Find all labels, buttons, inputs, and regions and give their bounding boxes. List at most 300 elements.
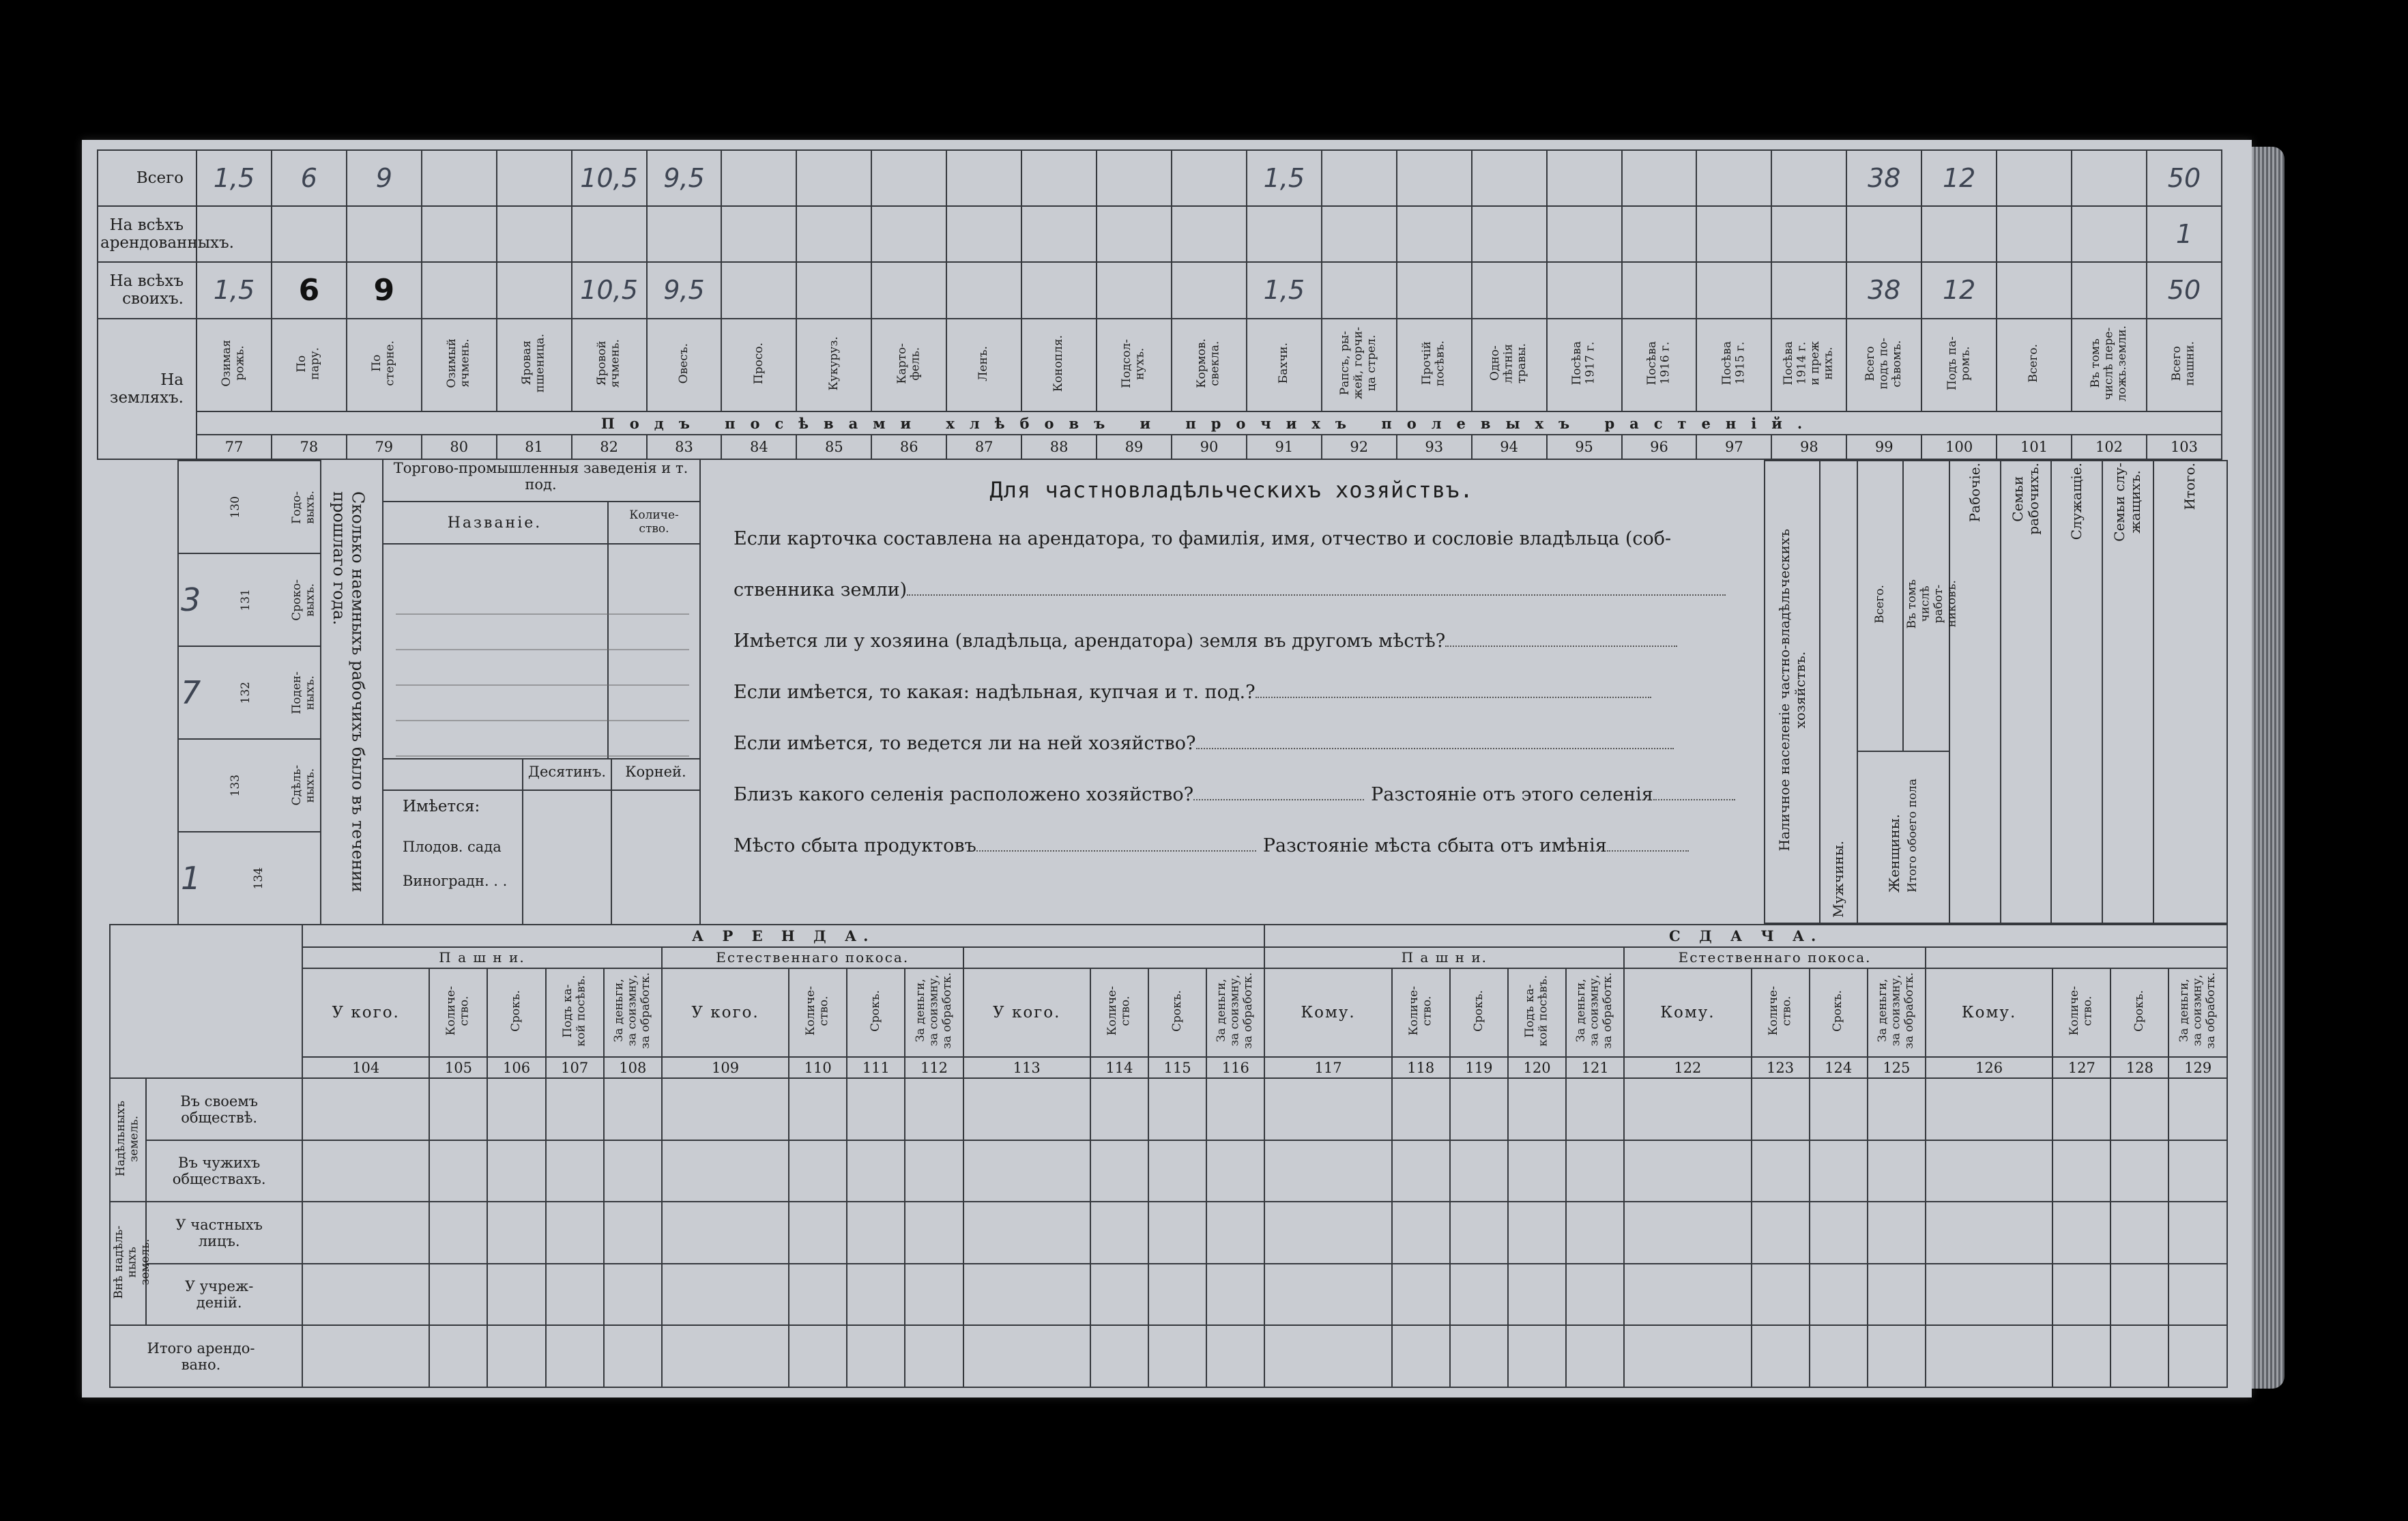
rab-col-1[interactable]: Рабочiе. [1949,461,2001,923]
lease-cell[interactable] [604,1078,662,1140]
lease-cell[interactable] [963,1078,1090,1140]
workers-title-column [314,460,383,924]
lease-cell[interactable] [1264,1202,1391,1264]
col-header-98: Посѣва 1914 г. и преж нихъ. [1771,319,1846,412]
lease-col-komu: Кому. [1624,968,1751,1057]
top-cell-88[interactable] [1021,206,1097,262]
lease-cell[interactable] [789,1325,847,1387]
lease-cell[interactable] [847,1140,905,1202]
lease-cell[interactable] [429,1264,487,1326]
top-cell-78[interactable] [272,150,347,206]
col-number: 81 [497,435,572,459]
lease-cell[interactable] [1206,1325,1264,1387]
top-cell-91[interactable] [1247,150,1322,206]
lease-col-za_den: За деньги, за соизмну, за обработк. [2168,968,2227,1057]
lease-cell[interactable] [2052,1140,2110,1202]
col-number: 99 [1846,435,1921,459]
lease-cell[interactable] [1508,1325,1566,1387]
lease-cell[interactable] [1810,1078,1868,1140]
lease-cell[interactable] [2052,1078,2110,1140]
lease-cell[interactable] [1090,1264,1148,1326]
lease-cell[interactable] [1868,1140,1926,1202]
top-cell-95[interactable] [1547,262,1622,318]
top-cell-87[interactable] [946,150,1021,206]
top-cell-87[interactable] [946,206,1021,262]
lease-cell[interactable] [1392,1078,1450,1140]
lease-cell[interactable] [604,1325,662,1387]
col-number: 80 [422,435,497,459]
top-cell-78[interactable] [272,206,347,262]
lease-cell[interactable] [2052,1264,2110,1326]
crops-table [97,149,2222,460]
lease-row-label: Въ чужихъ обществахъ. [146,1140,302,1202]
top-cell-84[interactable] [721,206,796,262]
top-cell-88[interactable] [1021,150,1097,206]
col-number: 89 [1097,435,1172,459]
lease-group-title: П а ш н и. [302,947,662,969]
lease-cell[interactable] [1926,1264,2052,1326]
top-cell-82[interactable] [572,206,647,262]
handwritten-value: 6 [300,163,317,194]
top-cell-78[interactable] [272,262,347,318]
top-cell-86[interactable] [871,206,946,262]
top-cell-94[interactable] [1472,150,1547,206]
lease-cell[interactable] [1624,1140,1751,1202]
col-number: 82 [572,435,647,459]
top-cell-101[interactable] [1997,150,2072,206]
top-cell-98[interactable] [1771,150,1846,206]
lease-cell[interactable] [1624,1264,1751,1326]
lease-cell[interactable] [2110,1325,2168,1387]
lease-cell[interactable] [2110,1078,2168,1140]
lease-cell[interactable] [302,1325,429,1387]
col-header-80: Озимый ячмень. [422,319,497,412]
lease-cell[interactable] [1752,1264,1810,1326]
col-header-88: Конопля. [1021,319,1097,412]
worker-count: 3 [181,581,201,618]
col-number: 84 [721,435,796,459]
top-cell-77[interactable] [197,150,272,206]
top-cell-103[interactable] [2147,150,2222,206]
lease-group-title: Естественнаго покоса. [1624,947,1926,969]
lease-col-number: 105 [429,1057,487,1079]
lease-cell[interactable] [1868,1078,1926,1140]
top-cell-99[interactable] [1846,262,1921,318]
lease-cell[interactable] [1868,1325,1926,1387]
lease-cell[interactable] [1752,1078,1810,1140]
lease-cell[interactable] [546,1140,604,1202]
rab-col-2[interactable]: Семьи рабочихъ. [2001,461,2052,923]
top-cell-82[interactable] [572,150,647,206]
col-header-94: Одно- лѣтнiя травы. [1472,319,1547,412]
col-header-78: По пару. [272,319,347,412]
top-cell-103[interactable] [2147,206,2222,262]
lease-cell[interactable] [1868,1264,1926,1326]
lease-cell[interactable] [1624,1078,1751,1140]
private-questions [699,460,1765,924]
top-cell-91[interactable] [1247,206,1322,262]
lease-cell[interactable] [1206,1264,1264,1326]
lease-col-komu: Кому. [1926,968,2052,1057]
lease-cell[interactable] [905,1325,963,1387]
lease-col-number: 128 [2110,1057,2168,1079]
census-card [82,140,2252,1397]
top-cell-86[interactable] [871,262,946,318]
top-cell-101[interactable] [1997,262,2072,318]
lease-cell[interactable] [1810,1202,1868,1264]
lease-cell[interactable] [2168,1264,2227,1326]
col-number: 101 [1997,435,2072,459]
women-cell: Женщины. Итого обоего пола [1857,751,1950,923]
question-market[interactable]: Мѣсто сбыта продуктовъ Разстоянiе мѣста сбыта отъ имѣнiя [734,835,1689,856]
lease-cell[interactable] [1450,1202,1508,1264]
lease-cell[interactable] [1148,1202,1206,1264]
lease-cell[interactable] [1206,1078,1264,1140]
question-farming[interactable]: Если имѣется, то ведется ли на ней хозяйство? [734,733,1674,754]
handwritten-value: 50 [2167,163,2201,194]
question-land-type[interactable]: Если имѣется, то какая: надѣльная, купчая и т. под.? [734,682,1651,703]
lease-cell[interactable] [1090,1078,1148,1140]
lease-cell[interactable] [1926,1202,2052,1264]
lease-col-za_den: За деньги, за соизмну, за обработк. [604,968,662,1057]
lease-cell[interactable] [487,1140,545,1202]
lease-cell[interactable] [1926,1325,2052,1387]
lease-cell[interactable] [963,1325,1090,1387]
lease-cell[interactable] [2052,1325,2110,1387]
lease-cell[interactable] [905,1264,963,1326]
lease-col-number: 114 [1090,1057,1148,1079]
top-cell-100[interactable] [1921,262,1997,318]
lease-cell[interactable] [2110,1140,2168,1202]
col-number: 85 [796,435,871,459]
worker-col-label: Сдѣль- ныхъ. [290,765,318,806]
lease-col-number: 109 [662,1057,789,1079]
lease-col-number: 110 [789,1057,847,1079]
lease-cell[interactable] [789,1202,847,1264]
lease-cell[interactable] [302,1140,429,1202]
worker-type-132[interactable] [178,646,321,739]
lease-cell[interactable] [1566,1202,1624,1264]
lease-cell[interactable] [1508,1264,1566,1326]
lease-cell[interactable] [789,1078,847,1140]
lease-col-number: 113 [963,1057,1090,1079]
lease-cell[interactable] [2168,1078,2227,1140]
top-cell-91[interactable] [1247,262,1322,318]
top-cell-94[interactable] [1472,206,1547,262]
lease-cell[interactable] [963,1264,1090,1326]
col-number: 94 [1472,435,1547,459]
lease-cell[interactable] [1566,1264,1624,1326]
top-cell-90[interactable] [1172,262,1247,318]
lease-cell[interactable] [1624,1325,1751,1387]
lease-cell[interactable] [487,1202,545,1264]
col-number: 95 [1547,435,1622,459]
top-cell-90[interactable] [1172,206,1247,262]
lease-cell[interactable] [1752,1202,1810,1264]
lease-col-number: 112 [905,1057,963,1079]
handwritten-value: 12 [1942,163,1976,194]
top-cell-99[interactable] [1846,206,1921,262]
top-cell-83[interactable] [647,262,722,318]
lease-cell[interactable] [789,1140,847,1202]
handwritten-value: 9,5 [663,275,705,306]
top-cell-81[interactable] [497,262,572,318]
top-cell-89[interactable] [1097,206,1172,262]
lease-cell[interactable] [1264,1078,1391,1140]
lease-cell[interactable] [2110,1264,2168,1326]
top-cell-80[interactable] [422,150,497,206]
top-cell-88[interactable] [1021,262,1097,318]
lease-col-srok: Срокъ. [1810,968,1868,1057]
lease-cell[interactable] [2168,1202,2227,1264]
question-village[interactable]: Близъ какого селенiя расположено хозяйство? Разстоянiе отъ этого селенiя [734,784,1735,805]
lease-col-kolvo: Количе- ство. [2052,968,2110,1057]
lease-col-number: 106 [487,1057,545,1079]
lease-cell[interactable] [2052,1202,2110,1264]
top-cell-89[interactable] [1097,262,1172,318]
handwritten-value: 1,5 [1263,275,1305,306]
lease-cell[interactable] [1450,1078,1508,1140]
top-cell-87[interactable] [946,262,1021,318]
lease-cell[interactable] [1148,1078,1206,1140]
lease-row-group: Внѣ надѣль- ныхъ земель. [110,1202,146,1325]
top-cell-86[interactable] [871,150,946,206]
lease-cell[interactable] [1264,1140,1391,1202]
top-cell-84[interactable] [721,262,796,318]
lease-cell[interactable] [1206,1202,1264,1264]
lease-col-number: 126 [1926,1057,2052,1079]
lease-cell[interactable] [789,1264,847,1326]
lease-cell[interactable] [1566,1325,1624,1387]
lease-cell[interactable] [905,1078,963,1140]
top-cell-85[interactable] [796,150,871,206]
lease-corner [110,925,302,1078]
top-cell-93[interactable] [1397,206,1472,262]
top-cell-97[interactable] [1696,150,1771,206]
lease-cell[interactable] [847,1202,905,1264]
lease-cell[interactable] [1392,1264,1450,1326]
lease-cell[interactable] [1926,1140,2052,1202]
top-cell-94[interactable] [1472,262,1547,318]
lease-col-srok: Срокъ. [487,968,545,1057]
arenda-banner: А Р Е Н Д А. [302,925,1264,947]
lease-cell[interactable] [429,1202,487,1264]
lease-cell[interactable] [1868,1202,1926,1264]
question-owner-cont[interactable]: ственника земли) [734,579,1726,600]
top-cell-100[interactable] [1921,150,1997,206]
top-cell-81[interactable] [497,206,572,262]
top-cell-92[interactable] [1322,150,1397,206]
lease-cell[interactable] [487,1325,545,1387]
top-cell-93[interactable] [1397,262,1472,318]
lease-cell[interactable] [1090,1202,1148,1264]
col-number: 86 [871,435,946,459]
lease-cell[interactable] [662,1202,789,1264]
lease-cell[interactable] [546,1202,604,1264]
top-cell-99[interactable] [1846,150,1921,206]
lease-cell[interactable] [662,1140,789,1202]
lease-col-za_den: За деньги, за соизмну, за обработк. [1566,968,1624,1057]
top-row-label: Всего [98,150,197,206]
col-number: 98 [1771,435,1846,459]
lease-cell[interactable] [1264,1325,1391,1387]
lease-cell[interactable] [1508,1202,1566,1264]
lease-cell[interactable] [847,1325,905,1387]
top-cell-85[interactable] [796,206,871,262]
lease-cell[interactable] [2110,1202,2168,1264]
lease-cell[interactable] [1508,1140,1566,1202]
lease-cell[interactable] [1752,1140,1810,1202]
lease-cell[interactable] [1926,1078,2052,1140]
top-cell-79[interactable] [347,150,422,206]
top-cell-102[interactable] [2072,150,2147,206]
col-header-84: Просо. [721,319,796,412]
top-cell-83[interactable] [647,150,722,206]
lease-cell[interactable] [662,1078,789,1140]
lease-cell[interactable] [1450,1140,1508,1202]
lease-cell[interactable] [1450,1264,1508,1326]
lease-cell[interactable] [1148,1140,1206,1202]
lease-cell[interactable] [2168,1140,2227,1202]
lease-cell[interactable] [546,1078,604,1140]
lease-cell[interactable] [1624,1202,1751,1264]
lease-cell[interactable] [546,1264,604,1326]
lease-cell[interactable] [604,1140,662,1202]
top-cell-102[interactable] [2072,206,2147,262]
top-cell-98[interactable] [1771,262,1846,318]
trade-rows[interactable] [396,579,689,757]
lease-col-number: 120 [1508,1057,1566,1079]
lease-cell[interactable] [1752,1325,1810,1387]
lease-cell[interactable] [1148,1325,1206,1387]
rab-col-3[interactable]: Служащiе. [2051,461,2102,923]
worker-type-133[interactable] [178,739,321,832]
top-cell-101[interactable] [1997,206,2072,262]
lease-cell[interactable] [302,1264,429,1326]
rab-col-5[interactable]: Итого. [2153,461,2228,923]
col-header-95: Посѣва 1917 г. [1547,319,1622,412]
top-cell-92[interactable] [1322,206,1397,262]
handwritten-value: 10,5 [580,275,638,306]
desyatin-header: Десятинъ. [527,764,607,780]
top-cell-97[interactable] [1696,262,1771,318]
top-cell-96[interactable] [1622,262,1697,318]
top-cell-95[interactable] [1547,206,1622,262]
lease-cell[interactable] [1206,1140,1264,1202]
trade-title: Торгово-промышленныя заведенiя и т. под. [382,460,699,502]
top-cell-92[interactable] [1322,262,1397,318]
col-header-82: Яровой ячмень. [572,319,647,412]
lease-cell[interactable] [487,1264,545,1326]
lease-cell[interactable] [1148,1264,1206,1326]
top-cell-100[interactable] [1921,206,1997,262]
lease-cell[interactable] [2168,1325,2227,1387]
lease-cell[interactable] [1392,1325,1450,1387]
lease-cell[interactable] [662,1325,789,1387]
top-cell-98[interactable] [1771,206,1846,262]
top-cell-82[interactable] [572,262,647,318]
lease-cell[interactable] [1508,1078,1566,1140]
top-cell-81[interactable] [497,150,572,206]
top-cell-79[interactable] [347,206,422,262]
top-cell-96[interactable] [1622,150,1697,206]
lease-cell[interactable] [302,1202,429,1264]
lease-col-kolvo: Количе- ство. [429,968,487,1057]
lease-cell[interactable] [963,1140,1090,1202]
lease-cell[interactable] [847,1264,905,1326]
top-cell-85[interactable] [796,262,871,318]
lease-cell[interactable] [1810,1264,1868,1326]
lease-cell[interactable] [429,1140,487,1202]
lease-cell[interactable] [905,1140,963,1202]
top-cell-95[interactable] [1547,150,1622,206]
lease-cell[interactable] [429,1078,487,1140]
lease-cell[interactable] [1264,1264,1391,1326]
lease-cell[interactable] [487,1078,545,1140]
top-cell-79[interactable] [347,262,422,318]
lease-cell[interactable] [847,1078,905,1140]
col-header-77: Озимая рожь. [197,319,272,412]
col-header-103: Всего пашни. [2147,319,2222,412]
lease-cell[interactable] [1090,1325,1148,1387]
lease-cell[interactable] [963,1202,1090,1264]
lease-cell[interactable] [1090,1140,1148,1202]
lease-cell[interactable] [546,1325,604,1387]
lease-cell[interactable] [1450,1325,1508,1387]
top-cell-83[interactable] [647,206,722,262]
top-cell-97[interactable] [1696,206,1771,262]
worker-type-130[interactable] [178,461,321,553]
men-total[interactable]: Всего. [1857,461,1904,751]
private-title: Для частновладѣльческихъ хозяйствъ. [989,477,1474,503]
lease-cell[interactable] [662,1264,789,1326]
top-row-label: На всѣхъ своихъ. [98,262,197,318]
question-other-land[interactable]: Имѣется ли у хозяина (владѣльца, арендатора) земля въ другомъ мѣстѣ? [734,631,1677,652]
lease-cell[interactable] [1392,1202,1450,1264]
men-workers[interactable]: Въ томъ числѣ работ- никовъ. [1903,461,1949,751]
lease-cell[interactable] [1566,1140,1624,1202]
lease-cell[interactable] [1810,1325,1868,1387]
top-cell-80[interactable] [422,262,497,318]
col-header-89: Подсол- нухъ. [1097,319,1172,412]
lease-cell[interactable] [429,1325,487,1387]
lease-cell[interactable] [1566,1078,1624,1140]
lease-cell[interactable] [905,1202,963,1264]
lease-cell[interactable] [604,1202,662,1264]
col-header-92: Рапсъ, ры- жей, горчи- ца стрел. [1322,319,1397,412]
lease-row-group: Надѣльныхъ земель. [110,1078,146,1202]
top-cell-84[interactable] [721,150,796,206]
top-cell-89[interactable] [1097,150,1172,206]
top-cell-90[interactable] [1172,150,1247,206]
top-cell-77[interactable] [197,262,272,318]
rab-col-4[interactable]: Семьи слу- жащихъ. [2102,461,2153,923]
top-cell-102[interactable] [2072,262,2147,318]
lease-cell[interactable] [604,1264,662,1326]
lease-cell[interactable] [302,1078,429,1140]
lease-cell[interactable] [1392,1140,1450,1202]
top-cell-103[interactable] [2147,262,2222,318]
col-header-97: Посѣва 1915 г. [1696,319,1771,412]
worker-type-131[interactable] [178,553,321,646]
lease-col-number: 124 [1810,1057,1868,1079]
lease-cell[interactable] [1810,1140,1868,1202]
lease-table [109,924,2228,1388]
top-cell-80[interactable] [422,206,497,262]
top-cell-96[interactable] [1622,206,1697,262]
top-cell-93[interactable] [1397,150,1472,206]
worker-type-134[interactable] [178,832,321,925]
